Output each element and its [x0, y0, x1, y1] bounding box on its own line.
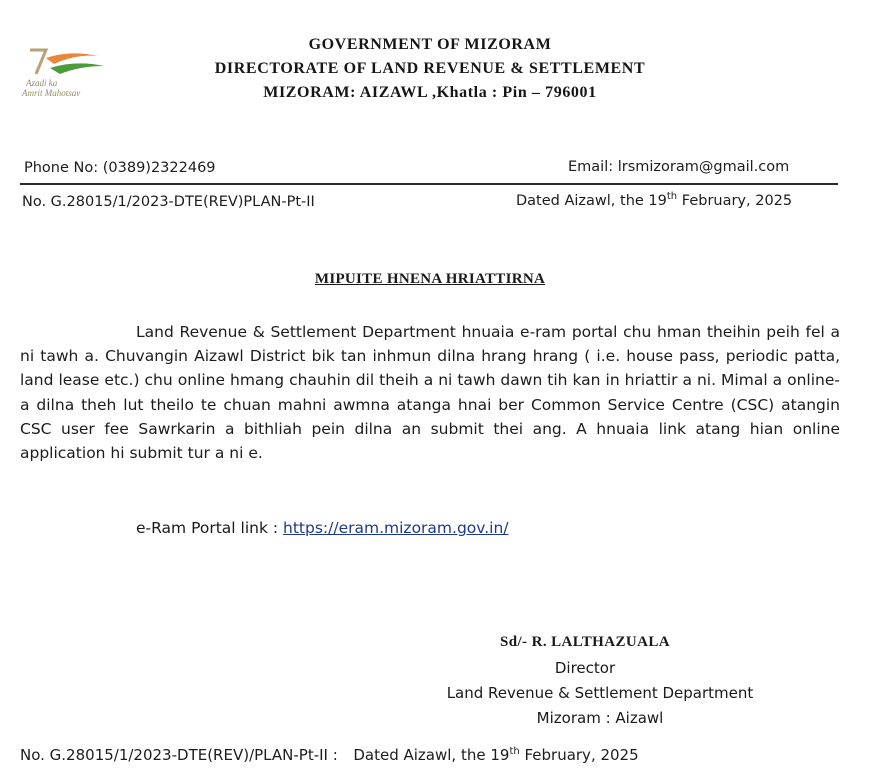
email-block	[568, 159, 789, 175]
email-address[interactable]: lrsmizoram@gmail.com	[617, 159, 790, 175]
signatory-designation: Director	[554, 659, 616, 677]
signatory-place: Mizoram : Aizawl	[536, 709, 664, 727]
header-divider	[20, 183, 838, 185]
footer-reference	[20, 746, 639, 764]
header-directorate: DIRECTORATE OF LAND REVENUE & SETTLEMENT	[214, 60, 646, 77]
notice-body-text: Land Revenue & Settlement Department hnuaia e-ram portal chu hman theihin peih fel a ni tawh a. Chuvangin Aizawl District bik tan inhmun dilna hrang hrang ( i.e. house pass, periodic patta, land lease etc.) chu online hmang chauhin dil theih a ni tawh dawn tih kan in hriattir a ni. Mimal a online- a dilna theh lut theilo te chuan mahni awmna atanga hnai ber Common Service Centre (CSC) atangin CSC user fee Sawrkarin a bithliah pein dilna an submit thei ang. A hnuaia link atang hian online application hi submit tur a ni e.	[20, 323, 840, 463]
logo-text-line2: Amrit Mahotsav	[22, 88, 81, 98]
reference-date	[516, 193, 792, 209]
portal-link-label: e-Ram Portal link :	[136, 519, 284, 537]
notice-body	[20, 320, 840, 465]
footer-date-prefix: Dated Aizawl, the 19	[353, 746, 510, 764]
footer-date-suffix: February, 2025	[519, 746, 639, 764]
logo-seven-mark	[30, 50, 46, 74]
reference-date-prefix: Dated Aizawl, the 19	[516, 193, 667, 209]
email-label: Email:	[568, 159, 614, 175]
portal-link-row	[136, 519, 509, 537]
logo-saffron-stroke	[46, 53, 98, 64]
reference-number: No. G.28015/1/2023-DTE(REV)PLAN-Pt-II	[22, 194, 315, 210]
logo-graphic	[20, 44, 140, 100]
header-government: GOVERNMENT OF MIZORAM	[308, 36, 552, 53]
signatory-name: Sd/- R. LALTHAZUALA	[499, 634, 670, 650]
signatory-department: Land Revenue & Settlement Department	[446, 684, 754, 702]
logo-text-line1: Azadi ka	[26, 78, 58, 88]
phone-number: Phone No: (0389)2322469	[24, 160, 216, 176]
notice-title: MIPUITE HNENA HRIATTIRNA	[314, 271, 546, 287]
reference-date-sup: th	[666, 191, 678, 203]
azadi-ka-amrit-mahotsav-logo	[20, 44, 140, 100]
header-address: MIZORAM: AIZAWL ,Khatla : Pin – 796001	[263, 84, 597, 101]
reference-date-suffix: February, 2025	[677, 193, 793, 209]
footer-date-sup: th	[509, 746, 520, 757]
footer-number: No. G.28015/1/2023-DTE(REV)/PLAN-Pt-II :	[20, 746, 338, 764]
logo-green-stroke	[50, 63, 104, 74]
portal-link[interactable]: https://eram.mizoram.gov.in/	[283, 519, 509, 537]
